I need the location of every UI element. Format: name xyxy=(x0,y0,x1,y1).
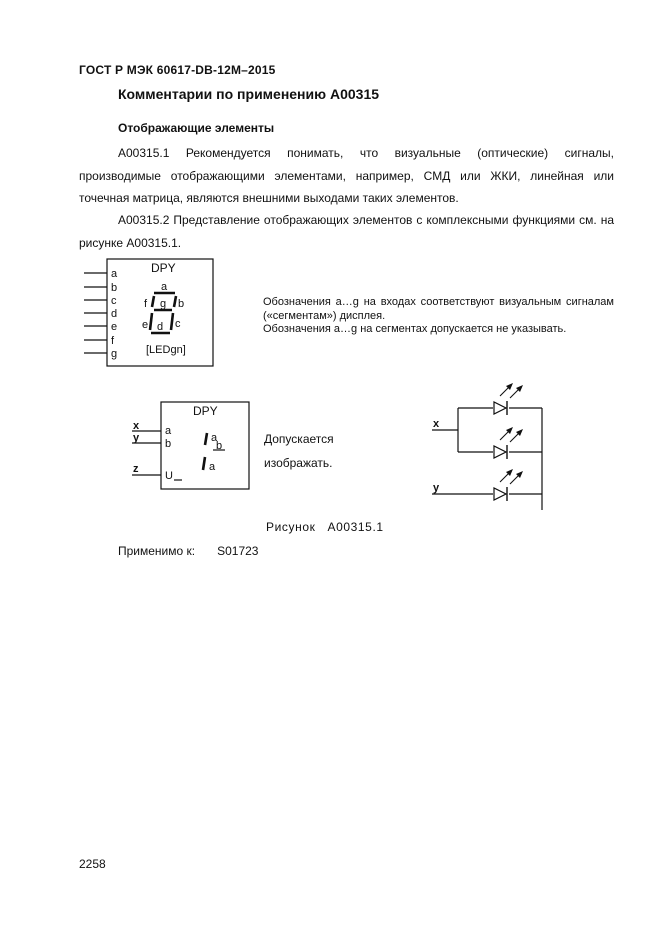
dpy2-input-b: b xyxy=(165,438,172,450)
figure-note-line-1: Обозначения a…g на входах соответствуют визуальным сигналам («сегментам») дисплея. xyxy=(263,296,614,322)
paragraph-a00315-1: A00315.1 Рекомендуется понимать, что визуальные (оптические) сигналы, производимые отображающими элементами, например, СМД или ЖКИ, линейная или точечная матрица, являются внешними выходами таких элементов. xyxy=(79,146,614,205)
input-label-b: b xyxy=(111,282,118,294)
dpy2-input-u: U xyxy=(165,470,173,482)
dpy2-input-a: a xyxy=(165,425,172,437)
external-label-z: z xyxy=(133,463,139,475)
input-label-f: f xyxy=(111,335,115,347)
allowed-note-line-1: Допускается xyxy=(264,432,334,446)
input-label-g: g xyxy=(111,348,118,360)
led-input-x: x xyxy=(433,418,440,430)
segment-label-c: c xyxy=(175,318,181,330)
applicable-to xyxy=(118,544,258,558)
standard-code: ГОСТ Р МЭК 60617-DB-12M–2015 xyxy=(79,63,276,77)
dpy2-title: DPY xyxy=(193,404,218,418)
dpy-qualifier: [LEDgn] xyxy=(146,344,186,356)
external-label-y: y xyxy=(133,432,140,444)
input-label-c: c xyxy=(111,295,117,307)
dpy-title: DPY xyxy=(151,261,176,275)
led-2 xyxy=(494,427,523,459)
segment-label-e: e xyxy=(142,319,149,331)
segment-label-f: f xyxy=(144,298,148,310)
input-label-a: a xyxy=(111,268,118,280)
figure-note-line-2: Обозначения a…g на сегментах допускается не указывать. xyxy=(263,323,567,335)
input-label-e: e xyxy=(111,321,118,333)
input-label-d: d xyxy=(111,308,118,320)
dpy2-segment-b: b xyxy=(216,440,223,452)
segment-label-g: g xyxy=(160,298,167,310)
applicable-value: S01723 xyxy=(217,544,259,558)
led-input-y: y xyxy=(433,482,440,494)
page-number: 2258 xyxy=(79,857,106,871)
caption-word: Рисунок xyxy=(266,520,316,534)
led-1 xyxy=(494,383,523,415)
paragraph-a00315-2: A00315.2 Представление отображающих элементов с комплексными функциями см. на рисунке A00315.1. xyxy=(79,213,614,250)
segment-label-d: d xyxy=(157,321,164,333)
segment-label-b: b xyxy=(178,298,185,310)
caption-number: A00315.1 xyxy=(327,520,384,534)
led-3 xyxy=(494,469,523,501)
allowed-note-line-2: изображать. xyxy=(264,456,333,470)
section-heading: Комментарии по применению A00315 xyxy=(118,86,380,102)
dpy2-segment-a-lower: a xyxy=(209,461,216,473)
figure-caption xyxy=(266,520,384,534)
applicable-label: Применимо к: xyxy=(118,544,196,558)
segment-label-a: a xyxy=(161,281,168,293)
subsection-heading: Отображающие элементы xyxy=(118,121,275,135)
external-label-x: x xyxy=(133,420,140,432)
dpy2-segment-a-upper: a xyxy=(211,432,218,444)
